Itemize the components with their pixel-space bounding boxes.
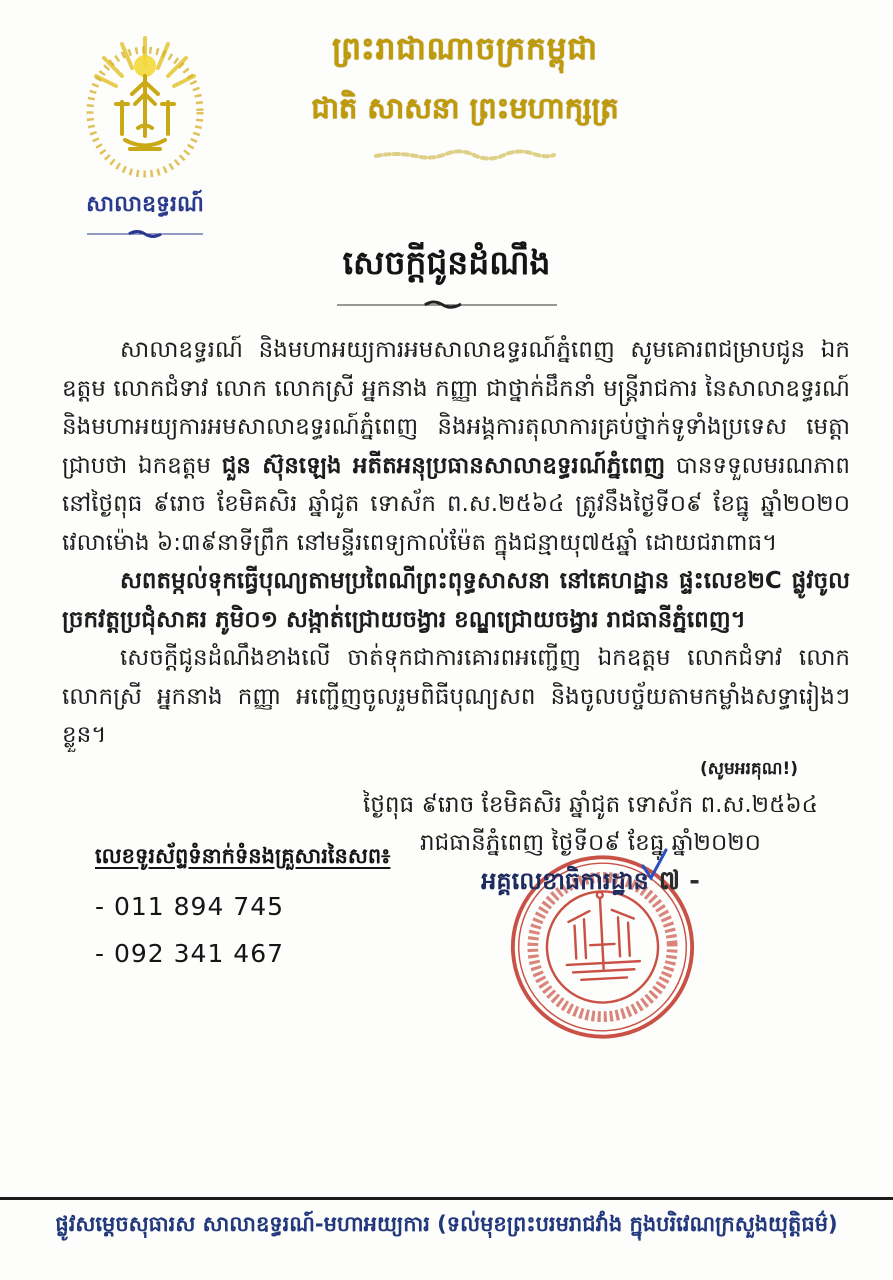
- gold-divider-icon: [225, 147, 705, 166]
- phone-number-2: - 092 341 467: [95, 939, 285, 968]
- announcement-body: [62, 331, 850, 781]
- court-name-caption: សាលាឧទ្ធរណ៍: [86, 192, 204, 217]
- paragraph-3: សេចក្តីជូនដំណឹងខាងលើ ចាត់ទុកជាការគោរពអញ្ជើញ ឯកឧត្តម លោកជំទាវ លោក លោកស្រី អ្នកនាង កញ្ញា អញ្ជើញចូលរួមពិធីបុណ្យសព និងចូលបច្ច័យតាមកម្លាំងសទ្ធារៀងៗខ្លួន។: [62, 645, 850, 748]
- signature-check-icon: [638, 846, 672, 894]
- paragraph-2: សពតម្កល់ទុកធ្វើបុណ្យតាមប្រពៃណីព្រះពុទ្ធសាសនា នៅគេហដ្ឋាន ផ្ទះលេខ២C ផ្លូវចូលច្រកវត្តប្រជុំសាគរ ភូមិ០១ សង្កាត់ជ្រោយចង្វារ ខណ្ឌជ្រោយចង្វារ រាជធានីភ្នំពេញ។: [62, 568, 850, 633]
- signature-hand-mark: ៧ -: [658, 866, 700, 896]
- thanks-note: (សូមអរគុណ!): [700, 758, 798, 779]
- date-line-lunar: ថ្ងៃពុធ ៩រោច ខែមិគសិរ ឆ្នាំជូត ទោស័ក ព.ស.២៥៦៤: [363, 792, 818, 818]
- paragraph-1-rest: បានទទួលមរណភាព នៅថ្ងៃពុធ ៩រោច ខែមិគសិរ ឆ្នាំជូត ទោស័ក ព.ស.២៥៦៤ ត្រូវនឹងថ្ងៃទី០៩ ខែធ្នូ ឆ្នាំ២០២០ វេលាម៉ោង ៦:៣៩នាទីព្រឹក នៅមន្ទីរពេទ្យកាល់ម៉ែត ក្នុងជន្មាយុ៧៥ឆ្នាំ ដោយជរាពាធ។: [62, 452, 850, 556]
- signature-title: [338, 862, 843, 900]
- national-header: [225, 30, 705, 166]
- title-divider-icon: [0, 296, 893, 315]
- footer-address: ផ្លូវសម្តេចសុធារស សាលាឧទ្ធរណ៍-មហាអយ្យការ (ទល់មុខព្រះបរមរាជវាំង ក្នុងបរិវេណក្រសួងយុត្តិធម៌): [55, 1212, 838, 1236]
- paragraph-1-intro: សាលាឧទ្ធរណ៍ និងមហាអយ្យការអមសាលាឧទ្ធរណ៍ភ្នំពេញ សូមគោរពជម្រាបជូន ឯកឧត្តម លោកជំទាវ លោក លោកស្រី អ្នកនាង កញ្ញា ជាថ្នាក់ដឹកនាំ មន្ត្រីរាជការ នៃសាលាឧទ្ធរណ៍ និងមហាអយ្យការអមសាលាឧទ្ធរណ៍ភ្នំពេញ និងអង្គការតុលាការគ្រប់ថ្នាក់ទូទាំងប្រទេស មេត្តាជ្រាបថា ឯកឧត្តម: [62, 337, 850, 479]
- dateline-block: [338, 786, 843, 900]
- national-motto: ជាតិ សាសនា ព្រះមហាក្សត្រ: [311, 91, 619, 125]
- signature-office-label: អគ្គលេខាធិការដ្ឋាន: [481, 867, 649, 895]
- royal-arms-emblem-icon: [70, 167, 220, 186]
- emblem-block: [66, 24, 224, 243]
- deceased-name: ជួន ស៊ុនឡេង អតីតអនុប្រធានសាលាឧទ្ធរណ៍ភ្នំពេញ: [221, 452, 666, 479]
- paragraph-1: [62, 331, 850, 562]
- footer-divider: [0, 1197, 893, 1200]
- kingdom-title: ព្រះរាជាណាចក្រកម្ពុជា: [332, 31, 598, 67]
- contact-heading: លេខទូរស័ព្ទទំនាក់ទំនងគ្រួសារនៃសព៖: [95, 844, 391, 868]
- date-line-issued: រាជធានីភ្នំពេញ ថ្ងៃទី០៩ ខែធ្នូ ឆ្នាំ២០២០: [420, 830, 761, 856]
- page-title: សេចក្តីជូនដំណឹង: [342, 243, 551, 282]
- phone-number-1: - 011 894 745: [95, 892, 285, 921]
- caption-underline-icon: [66, 224, 224, 243]
